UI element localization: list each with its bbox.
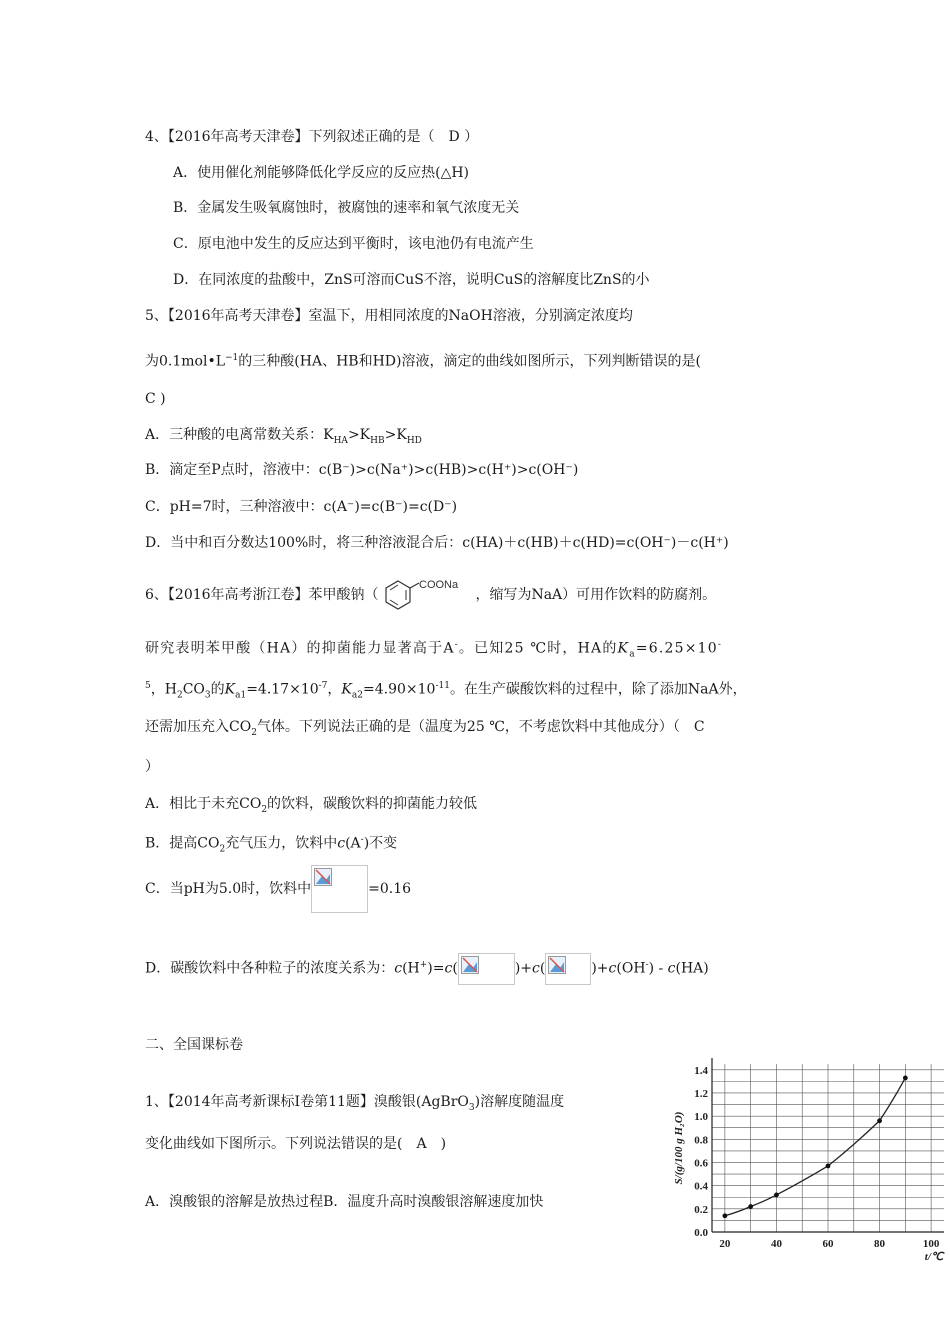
y-tick-label: 0.4 <box>694 1180 708 1193</box>
q6-line3: $^5$，$H_2CO_3$的$K_{a1}=4.17\times 10^{-7}$，$K_{a2}=4.90\times 10^{-11}$。在生产碳酸饮料的过程中，除了添加NaA外， <box>145 681 747 701</box>
q5-stem-line2: 为$0.1mol•L^{-1}$的三种酸(HA、HB和HD)溶液，滴定的曲线如图所示，下列判断错误的是( <box>145 353 701 370</box>
s2q1-stem-line2: 变化曲线如下图所示。下列说法错误的是( A ) <box>145 1136 447 1152</box>
benzoate-structure-icon <box>383 578 471 612</box>
s2q1-stem-line1: 1、【2014年高考新课标Ⅰ卷第11题】溴酸银(AgBrO$_3$)溶解度随温度 <box>145 1094 565 1113</box>
x-tick-label: 20 <box>719 1238 731 1250</box>
q6-option-a: A．相比于未充$CO_2$的饮料，碳酸饮料的抑菌能力较低 <box>145 796 478 815</box>
y-tick-label: 1.0 <box>694 1111 708 1124</box>
x-axis-label: t/℃ <box>924 1251 944 1263</box>
y-tick-label: 1.4 <box>694 1064 708 1077</box>
broken-image-species-1 <box>458 953 515 985</box>
q5-stem-line1: 5、【2016年高考天津卷】室温下，用相同浓度的NaOH溶液，分别滴定浓度均 <box>145 308 633 324</box>
q5-option-a: A．三种酸的电离常数关系：$K_{HA}>K_{HB}>K_{HD}$ <box>145 427 422 446</box>
x-tick-label: 40 <box>770 1238 782 1250</box>
y-tick-label: 0.0 <box>694 1227 708 1239</box>
series-line <box>725 1078 905 1216</box>
data-point <box>826 1164 831 1169</box>
y-tick-label: 0.8 <box>694 1134 708 1147</box>
solubility-chart <box>668 1052 948 1267</box>
s2q1-option-a: A．溴酸银的溶解是放热过程B．温度升高时溴酸银溶解速度加快 <box>145 1194 544 1210</box>
data-point <box>748 1204 753 1209</box>
q4-stem: 4、【2016年高考天津卷】下列叙述正确的是（ D ） <box>145 129 479 145</box>
broken-image-icon <box>461 956 479 974</box>
data-point <box>774 1193 779 1198</box>
y-tick-label: 0.6 <box>694 1157 708 1170</box>
data-point <box>722 1213 727 1218</box>
q6-line5: ） <box>145 759 159 775</box>
broken-image-fraction <box>311 865 368 913</box>
y-tick-label: 1.2 <box>694 1087 708 1100</box>
q5-answer: C ) <box>145 391 166 407</box>
y-tick-label: 0.2 <box>694 1203 708 1216</box>
data-point <box>903 1076 908 1081</box>
q6-option-b: B．提高$CO_2$充气压力，饮料中c(A-)不变 <box>145 835 398 855</box>
q5-option-c: C．pH=7时，三种溶液中：c(A⁻)=c(B⁻)=c(D⁻) <box>145 499 458 515</box>
q4-option-c: C．原电池中发生的反应达到平衡时，该电池仍有电流产生 <box>173 236 534 252</box>
q6-option-d: D．碳酸饮料中各种粒子的浓度关系为：c(H+)=c( )+c( )+c(OH-) - c(HA) <box>145 948 709 986</box>
q4-option-d: D．在同浓度的盐酸中，ZnS可溶而CuS不溶，说明CuS的溶解度比ZnS的小 <box>173 272 650 288</box>
q5-option-d: D．当中和百分数达100%时，将三种溶液混合后：c(HA)＋c(HB)＋c(HD)=c(OH⁻)－c(H⁺) <box>145 535 729 551</box>
q6-option-c: C．当pH为5.0时，饮料中 =0.16 <box>145 864 411 914</box>
section-heading: 二、全国课标卷 <box>145 1037 243 1053</box>
q5-option-b: B．滴定至P点时，溶液中：c(B⁻)>c(Na⁺)>c(HB)>c(H⁺)>c(OH⁻) <box>145 462 579 478</box>
q4-option-b: B．金属发生吸氧腐蚀时，被腐蚀的速率和氧气浓度无关 <box>173 200 520 216</box>
svg-text:COONa: COONa <box>419 579 459 591</box>
y-axis-label: S/(g/100 g H₂O) <box>673 1111 685 1185</box>
broken-image-species-2 <box>545 953 591 985</box>
x-tick-label: 100 <box>922 1238 940 1250</box>
broken-image-icon <box>314 868 332 886</box>
broken-image-icon <box>548 956 566 974</box>
data-point <box>877 1118 882 1123</box>
q4-option-a: A．使用催化剂能够降低化学反应的反应热(△H) <box>173 165 470 181</box>
x-tick-label: 60 <box>822 1238 834 1250</box>
x-tick-label: 80 <box>874 1238 886 1250</box>
q6-stem: 6、【2016年高考浙江卷】苯甲酸钠（ COONa ，缩写为NaA）可用作饮料的防腐剂。 <box>145 578 716 612</box>
q6-line4: 还需加压充入$CO_2$气体。下列说法正确的是（温度为25 ℃，不考虑饮料中其他成分）（ C <box>145 719 705 738</box>
q6-line2: 研究表明苯甲酸（HA）的抑菌能力显著高于A-。已知25 ℃时，HA的$K_a=6.25\times 10^-$ <box>145 640 723 660</box>
